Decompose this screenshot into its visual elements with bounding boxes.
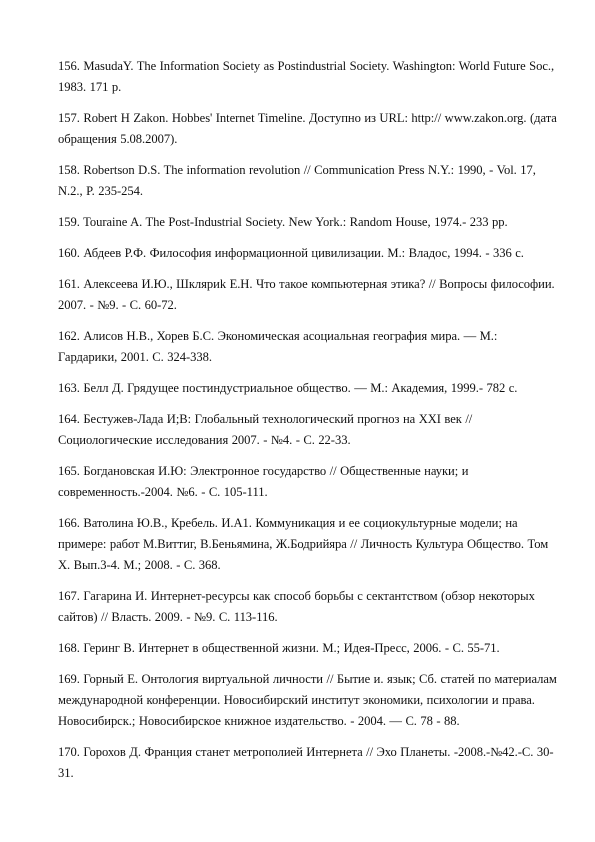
reference-item: 157. Robert H Zakon. Hobbes' Internet Timeline. Доступно из URL: http:// www.zakon.org. (дата обращения 5.08.2007). bbox=[58, 111, 557, 146]
reference-item: 165. Богдановская И.Ю: Электронное государство // Общественные науки; и современность.-2004. №6. - С. 105-111. bbox=[58, 464, 469, 499]
reference-item: 162. Алисов Н.В., Хорев Б.С. Экономическая асоциальная география мира. — М.: Гардарики, 2001. С. 324-338. bbox=[58, 329, 498, 364]
reference-item: 156. MasudaY. The Information Society as Postindustrial Society. Washington: World Future Soc., 1983. 171 p. bbox=[58, 59, 555, 94]
reference-item: 168. Геринг В. Интернет в общественной жизни. М.; Идея-Пресс, 2006. - С. 55-71. bbox=[58, 641, 500, 655]
reference-item: 169. Горный Е. Онтология виртуальной личности // Бытие и. язык; Сб. статей по материалам международной конференции. Новосибирский институт экономики, психологии и права. Новосибирск.; Новосибирское книжное издательство. - 2004. — С. 78 - 88. bbox=[58, 672, 557, 728]
reference-item: 158. Robertson D.S. The information revolution // Communication Press N.Y.: 1990, - Vol. 17, N.2., P. 235-254. bbox=[58, 163, 536, 198]
reference-item: 166. Ватолина Ю.В., Кребель. И.А1. Коммуникация и ее социокультурные модели; на примере: работ М.Виттиг, В.Беньямина, Ж.Бодрийяра // Личность Культура Общество. Том X. Вып.3-4. М.; 2008. - С. 368. bbox=[58, 516, 549, 572]
reference-list bbox=[58, 56, 558, 794]
reference-item: 161. Алексеева И.Ю., Шкляриk Е.Н. Что такое компьютерная этика? // Вопросы философии. 2007. - №9. - С. 60-72. bbox=[58, 277, 555, 312]
reference-item: 164. Бестужев-Лада И;В: Глобальный технологический прогноз на XXI век // Социологические исследования 2007. - №4. - С. 22-33. bbox=[58, 412, 473, 447]
reference-item: 159. Touraine A. The Post-Industrial Society. New York.: Random House, 1974.- 233 pp. bbox=[58, 215, 508, 229]
reference-item: 167. Гагарина И. Интернет-ресурсы как способ борьбы с сектантством (обзор некоторых сайтов) // Власть. 2009. - №9. С. 113-116. bbox=[58, 589, 535, 624]
reference-item: 170. Горохов Д. Франция станет метрополией Интернета // Эхо Планеты. -2008.-№42.-С. 30-31. bbox=[58, 745, 554, 780]
reference-item: 163. Белл Д. Грядущее постиндустриальное общество. — М.: Академия, 1999.- 782 с. bbox=[58, 381, 518, 395]
reference-item: 160. Абдеев Р.Ф. Философия информационной цивилизации. М.: Владос, 1994. - 336 с. bbox=[58, 246, 524, 260]
